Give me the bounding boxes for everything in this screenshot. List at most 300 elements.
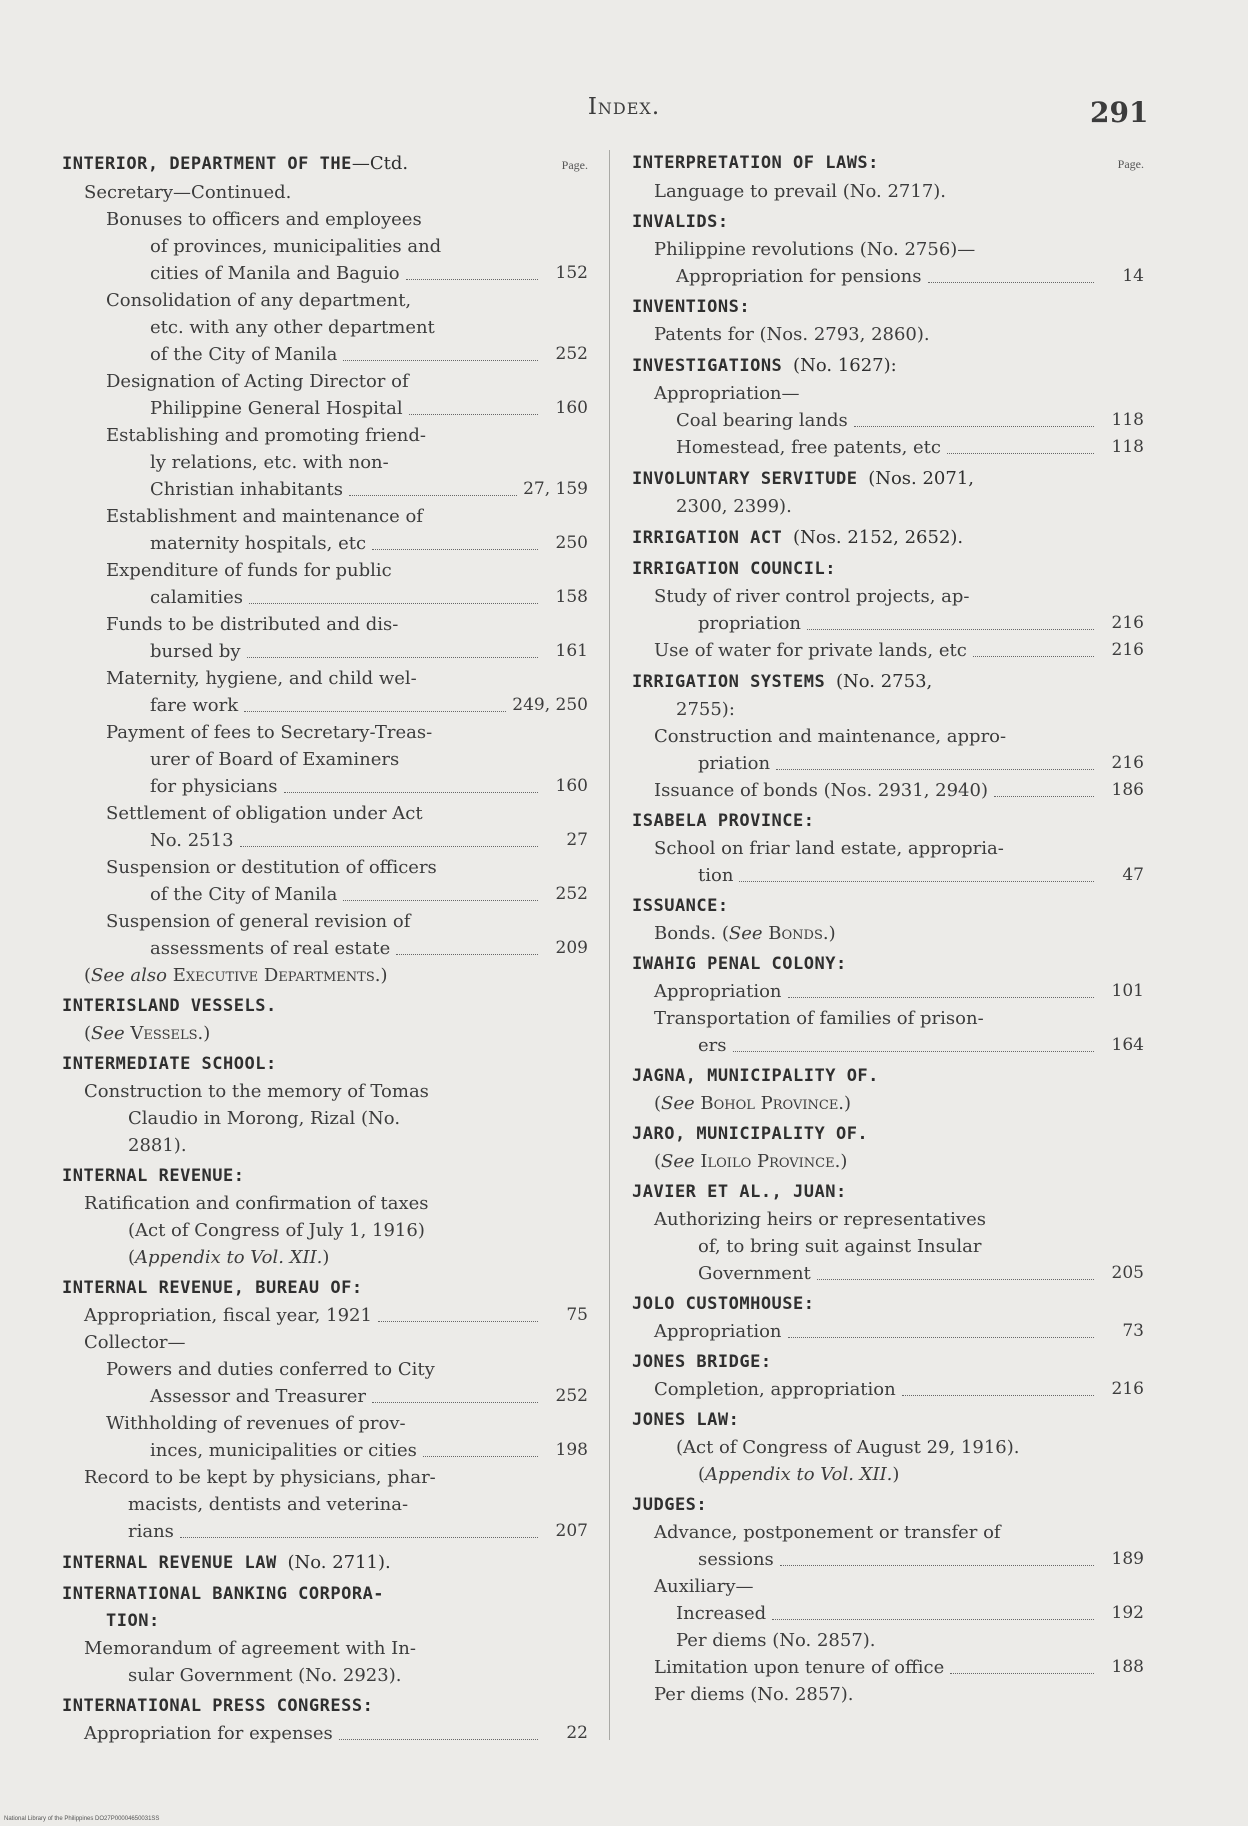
index-line [62, 314, 588, 341]
heading-text: IWAHIG PENAL COLONY: [632, 954, 847, 974]
heading-text: ISABELA PROVINCE: [632, 811, 815, 831]
heading-text: INTERMEDIATE SCHOOL: [62, 1054, 277, 1074]
cross-reference-target: Iloilo Province. [700, 1151, 841, 1172]
index-line: (Appendix to Vol. XII.) [128, 1247, 330, 1268]
index-line [632, 493, 1144, 520]
cross-reference-target: Vessels. [130, 1023, 204, 1044]
scan-footer-text: National Library of the Philippines DO27P00004650031SS [4, 1816, 160, 1822]
index-line [62, 746, 588, 773]
index-line [62, 530, 588, 557]
line-text: of the City of Manila [150, 884, 338, 905]
index-line [632, 750, 1144, 777]
index-line [62, 719, 588, 746]
line-text: fare work [150, 695, 239, 716]
entry-heading [632, 951, 1144, 978]
line-text: for physicians [150, 776, 278, 797]
page-reference: 160 [555, 398, 588, 418]
line-text: Issuance of bonds (Nos. 2931, 2940) [654, 780, 988, 801]
index-line [632, 1206, 1144, 1233]
page-reference: 252 [555, 884, 588, 904]
page-column-label: Page. [1117, 157, 1144, 171]
heading-suffix: —Ctd. [351, 153, 409, 174]
cross-reference-target: Executive Departments. [172, 965, 381, 986]
heading-text: JONES LAW: [632, 1410, 740, 1430]
line-text: Ratification and confirmation of taxes [84, 1193, 429, 1214]
index-entry-jagna [632, 1063, 1144, 1117]
index-line [632, 1376, 1144, 1403]
index-line [62, 1302, 588, 1329]
index-line [62, 827, 588, 854]
line-text: calamities [150, 587, 244, 608]
line-text: Patents for (Nos. 2793, 2860). [654, 324, 930, 345]
leader-dots [854, 426, 1094, 427]
line-text: Per diems (No. 2857). [676, 1630, 876, 1651]
leader-dots [423, 1456, 538, 1457]
index-line [62, 1464, 588, 1491]
index-line [62, 935, 588, 962]
entry-heading [632, 1349, 1144, 1376]
appendix-reference: Appendix to Vol. XII. [705, 1464, 893, 1485]
see-reference: Bonds. (See Bonds.) [654, 923, 836, 944]
leader-dots [733, 1051, 1095, 1052]
heading-suffix: (No. 2711). [287, 1552, 391, 1573]
page-reference: 118 [1111, 437, 1144, 457]
index-line [632, 637, 1144, 664]
index-line [62, 179, 588, 206]
page-column-label: Page. [561, 158, 588, 172]
line-text: (Act of Congress of August 29, 1916). [676, 1437, 1020, 1458]
index-line [632, 1573, 1144, 1600]
index-line [62, 476, 588, 503]
index-line [632, 1434, 1144, 1461]
index-line [632, 1546, 1144, 1573]
line-text: assessments of real estate [150, 938, 391, 959]
heading-text: INTERPRETATION OF LAWS: [632, 153, 879, 173]
see-label: See [661, 1093, 695, 1114]
entry-heading [62, 993, 588, 1020]
heading-text: JARO, MUNICIPALITY OF. [632, 1124, 869, 1144]
line-text: ers [698, 1035, 727, 1056]
leader-dots [807, 629, 1094, 630]
leader-dots [780, 1565, 1094, 1566]
leader-dots [947, 453, 1094, 454]
line-text: macists, dentists and veterina- [128, 1494, 409, 1515]
index-line [62, 1662, 588, 1689]
page-reference: 101 [1111, 981, 1144, 1001]
index-line [62, 800, 588, 827]
index-line [62, 395, 588, 422]
leader-dots [244, 711, 506, 712]
subheading-text: Collector— [84, 1332, 186, 1353]
line-text: Christian inhabitants [150, 479, 343, 500]
heading-text: INVENTIONS: [632, 297, 751, 317]
line-text: of the City of Manila [150, 344, 338, 365]
page-reference: 205 [1111, 1263, 1144, 1283]
line-text: Assessor and Treasurer [150, 1386, 367, 1407]
line-text: (Act of Congress of July 1, 1916) [128, 1220, 425, 1241]
page-reference: 198 [555, 1440, 588, 1460]
heading-text: INVESTIGATIONS [632, 356, 783, 376]
leader-dots [396, 954, 538, 955]
see-label: See [728, 923, 763, 944]
line-text: maternity hospitals, etc [150, 533, 367, 554]
index-line [632, 1318, 1144, 1345]
line-text: Use of water for private lands, etc [654, 640, 967, 661]
leader-dots [349, 495, 517, 496]
entry-heading [632, 209, 1144, 236]
entry-heading [632, 294, 1144, 321]
entry-heading [62, 1163, 588, 1190]
entry-heading [62, 1051, 588, 1078]
heading-text: JAVIER ET AL., JUAN: [632, 1182, 847, 1202]
subheading-text: Auxiliary— [654, 1576, 754, 1597]
index-entry-interpretation-of-laws [632, 150, 1144, 205]
line-text: cities of Manila and Baguio [150, 263, 400, 284]
page-reference: 249, 250 [512, 695, 588, 715]
index-line [632, 178, 1144, 205]
page-reference: 152 [555, 263, 588, 283]
entry-heading [632, 1291, 1144, 1318]
heading-text: INTERNAL REVENUE: [62, 1166, 245, 1186]
line-text: etc. with any other department [150, 317, 435, 338]
index-line [62, 1329, 588, 1356]
index-line [62, 611, 588, 638]
index-entry-investigations [632, 352, 1144, 461]
heading-text: JUDGES: [632, 1495, 708, 1515]
see-reference: (See Iloilo Province.) [654, 1151, 848, 1172]
line-text: Coal bearing lands [676, 410, 848, 431]
page-reference: 27 [566, 830, 588, 850]
index-line [62, 1410, 588, 1437]
page-reference: 164 [1111, 1035, 1144, 1055]
line-text: Authorizing heirs or representatives [654, 1209, 986, 1230]
line-text: Increased [676, 1603, 767, 1624]
line-text: Memorandum of agreement with In- [84, 1638, 416, 1659]
entry-heading [632, 808, 1144, 835]
entry-heading-continued [62, 1608, 588, 1635]
page-reference: 216 [1111, 640, 1144, 660]
leader-dots [343, 360, 538, 361]
leader-dots [249, 603, 538, 604]
index-line [62, 368, 588, 395]
page-reference: 252 [555, 344, 588, 364]
line-text: Designation of Acting Director of [106, 371, 409, 392]
appendix-reference: Appendix to Vol. XII. [135, 1247, 323, 1268]
leader-dots [284, 792, 538, 793]
line-text: sular Government (No. 2923). [128, 1665, 402, 1686]
index-line [62, 1190, 588, 1217]
index-entry-invalids [632, 209, 1144, 290]
line-text: Bonuses to officers and employees [106, 209, 422, 230]
index-line [62, 1720, 588, 1747]
index-entry-irrigation-systems [632, 668, 1144, 804]
index-line [62, 449, 588, 476]
line-text: No. 2513 [150, 830, 234, 851]
line-text: Appropriation, fiscal year, 1921 [84, 1305, 372, 1326]
line-text: Withholding of revenues of prov- [106, 1413, 406, 1434]
line-text: Maternity, hygiene, and child wel- [106, 668, 417, 689]
line-text: Record to be kept by physicians, phar- [84, 1467, 436, 1488]
page-reference: 189 [1111, 1549, 1144, 1569]
index-line [632, 610, 1144, 637]
line-text: 2755): [676, 699, 735, 720]
index-line [632, 1260, 1144, 1287]
leader-dots [928, 282, 1095, 283]
index-line [632, 777, 1144, 804]
index-entry-internal-revenue-bureau [62, 1275, 588, 1545]
index-line [632, 263, 1144, 290]
line-text: sessions [698, 1549, 774, 1570]
leader-dots [180, 1537, 538, 1538]
left-column [62, 150, 588, 1751]
index-entry-javier [632, 1179, 1144, 1287]
page-reference: 47 [1122, 865, 1144, 885]
index-line [62, 1217, 588, 1244]
index-line [62, 1383, 588, 1410]
line-text: Appropriation for pensions [676, 266, 922, 287]
entry-heading [632, 1407, 1144, 1434]
entry-heading [632, 893, 1144, 920]
line-text: Funds to be distributed and dis- [106, 614, 399, 635]
line-text: Powers and duties conferred to City [106, 1359, 435, 1380]
line-text: Completion, appropriation [654, 1379, 896, 1400]
see-also-reference: (See also Executive Departments.) [84, 965, 388, 986]
entry-heading [62, 1275, 588, 1302]
line-text: Claudio in Morong, Rizal (No. [128, 1108, 401, 1129]
index-line [62, 341, 588, 368]
line-text: propriation [698, 613, 801, 634]
entry-heading [632, 150, 1144, 178]
line-text: inces, municipalities or cities [150, 1440, 417, 1461]
page-reference: 22 [566, 1723, 588, 1743]
cross-reference-target: Bohol Province. [700, 1093, 845, 1114]
line-text: Philippine General Hospital [150, 398, 403, 419]
index-line [632, 1654, 1144, 1681]
line-text: Suspension of general revision of [106, 911, 411, 932]
index-entry-jones-bridge [632, 1349, 1144, 1403]
index-line [632, 1233, 1144, 1260]
index-line [62, 1078, 588, 1105]
leader-dots [339, 1739, 538, 1740]
index-line [62, 665, 588, 692]
index-line [632, 1600, 1144, 1627]
line-text: Per diems (No. 2857). [654, 1684, 854, 1705]
leader-dots [372, 549, 538, 550]
see-label: See [661, 1151, 695, 1172]
index-line [632, 978, 1144, 1005]
line-text: School on friar land estate, appropria- [654, 838, 1004, 859]
heading-text: IRRIGATION COUNCIL: [632, 559, 836, 579]
leader-dots [776, 769, 1094, 770]
line-text: urer of Board of Examiners [150, 749, 400, 770]
running-title: Index. [587, 94, 661, 120]
heading-text: INTERNATIONAL PRESS CONGRESS: [62, 1696, 374, 1716]
line-text: Study of river control projects, ap- [654, 586, 970, 607]
see-label: See [91, 1023, 125, 1044]
index-line [632, 1005, 1144, 1032]
entry-heading [632, 1179, 1144, 1206]
line-text: Establishment and maintenance of [106, 506, 423, 527]
heading-text: INTERNAL REVENUE LAW [62, 1553, 277, 1573]
index-entry-international-press-congress [62, 1693, 588, 1747]
line-text: Philippine revolutions (No. 2756)— [654, 239, 976, 260]
line-text: 2300, 2399). [676, 496, 792, 517]
index-line [62, 692, 588, 719]
line-text: Settlement of obligation under Act [106, 803, 423, 824]
page-reference: 186 [1111, 780, 1144, 800]
entry-heading [62, 1549, 588, 1577]
index-entry-inventions [632, 294, 1144, 348]
index-entry-judges [632, 1492, 1144, 1708]
leader-dots [973, 656, 1094, 657]
page-reference: 207 [555, 1521, 588, 1541]
entry-heading [632, 556, 1144, 583]
line-text: Construction to the memory of Tomas [84, 1081, 429, 1102]
index-line [632, 1681, 1144, 1708]
heading-text: INVALIDS: [632, 212, 729, 232]
index-entry-interior-department [62, 150, 588, 989]
index-entry-internal-revenue-law [62, 1549, 588, 1577]
index-line [62, 287, 588, 314]
index-line [632, 434, 1144, 461]
line-text: Limitation upon tenure of office [654, 1657, 945, 1678]
leader-dots [772, 1619, 1094, 1620]
index-line [62, 1491, 588, 1518]
index-line [62, 422, 588, 449]
index-line [62, 1518, 588, 1545]
index-entry-issuance [632, 893, 1144, 947]
index-line [632, 1519, 1144, 1546]
index-line [62, 854, 588, 881]
index-line [632, 835, 1144, 862]
index-entry-jolo-customhouse [632, 1291, 1144, 1345]
leader-dots [817, 1279, 1094, 1280]
index-line [632, 1627, 1144, 1654]
index-line [632, 236, 1144, 263]
line-text: Consolidation of any department, [106, 290, 412, 311]
index-entry-jones-law [632, 1407, 1144, 1488]
line-text: ly relations, etc. with non- [150, 452, 389, 473]
heading-suffix: (Nos. 2152, 2652). [793, 527, 964, 548]
leader-dots [343, 900, 538, 901]
heading-text: IRRIGATION SYSTEMS [632, 672, 826, 692]
index-line [632, 696, 1144, 723]
page-reference: 209 [555, 938, 588, 958]
line-text: rians [128, 1521, 174, 1542]
see-reference: (See Vessels.) [84, 1023, 211, 1044]
page-reference: 73 [1122, 1321, 1144, 1341]
index-entry-internal-revenue [62, 1163, 588, 1271]
page-reference: 216 [1111, 1379, 1144, 1399]
index-entry-interisland-vessels [62, 993, 588, 1047]
index-line [62, 1356, 588, 1383]
entry-heading [62, 1693, 588, 1720]
leader-dots [406, 279, 538, 280]
index-entry-intermediate-school [62, 1051, 588, 1159]
index-line [62, 206, 588, 233]
line-text: 2881). [128, 1135, 187, 1156]
line-text: priation [698, 753, 771, 774]
leader-dots [372, 1402, 538, 1403]
entry-heading [632, 352, 1144, 380]
page-reference: 192 [1111, 1603, 1144, 1623]
heading-text: INTERIOR, DEPARTMENT OF THE [62, 154, 352, 174]
heading-text: INTERNAL REVENUE, BUREAU OF: [62, 1278, 363, 1298]
leader-dots [902, 1395, 1094, 1396]
index-line [62, 503, 588, 530]
line-text: Suspension or destitution of officers [106, 857, 437, 878]
leader-dots [247, 657, 538, 658]
heading-text: IRRIGATION ACT [632, 528, 783, 548]
line-text: Appropriation for expenses [84, 1723, 333, 1744]
index-line [62, 1105, 588, 1132]
index-entry-isabela-province [632, 808, 1144, 889]
page-reference: 188 [1111, 1657, 1144, 1677]
subheading-text: Secretary—Continued. [84, 182, 292, 203]
heading-suffix: (Nos. 2071, [868, 468, 975, 489]
entry-heading [632, 1121, 1144, 1148]
leader-dots [994, 796, 1094, 797]
line-text: Transportation of families of prison- [654, 1008, 984, 1029]
leader-dots [950, 1673, 1094, 1674]
index-line [62, 638, 588, 665]
heading-suffix: (No. 1627): [793, 355, 897, 376]
entry-heading [632, 668, 1144, 696]
index-line [62, 1437, 588, 1464]
index-line [632, 321, 1144, 348]
index-line [62, 1635, 588, 1662]
heading-text: ISSUANCE: [632, 896, 729, 916]
heading-text: INTERNATIONAL BANKING CORPORA- [62, 1584, 385, 1604]
index-line [62, 881, 588, 908]
line-text: Bonds. [654, 923, 717, 944]
index-line [62, 557, 588, 584]
line-text: Advance, postponement or transfer of [654, 1522, 1001, 1543]
entry-heading [62, 1581, 588, 1608]
line-text: bursed by [150, 641, 241, 662]
index-line [632, 380, 1144, 407]
index-line [632, 1032, 1144, 1059]
page-reference: 252 [555, 1386, 588, 1406]
index-line: (Appendix to Vol. XII.) [698, 1464, 900, 1485]
heading-text: INTERISLAND VESSELS. [62, 996, 277, 1016]
index-line [62, 584, 588, 611]
leader-dots [378, 1321, 538, 1322]
entry-heading [62, 150, 588, 179]
index-line [62, 908, 588, 935]
page-reference: 161 [555, 641, 588, 661]
page-reference: 75 [566, 1305, 588, 1325]
index-line [632, 862, 1144, 889]
leader-dots [409, 414, 538, 415]
page-reference: 216 [1111, 753, 1144, 773]
leader-dots [788, 997, 1094, 998]
entry-heading [632, 1492, 1144, 1519]
page-number: 291 [1090, 96, 1149, 129]
index-line [62, 1132, 588, 1159]
line-text: Appropriation [654, 981, 782, 1002]
page-reference: 216 [1111, 613, 1144, 633]
line-text: Expenditure of funds for public [106, 560, 392, 581]
leader-dots [739, 881, 1094, 882]
see-reference: (See Bohol Province.) [654, 1093, 852, 1114]
leader-dots [240, 846, 538, 847]
page-reference: 158 [555, 587, 588, 607]
index-entry-irrigation-council [632, 556, 1144, 664]
entry-heading [632, 1063, 1144, 1090]
line-text: tion [698, 865, 734, 886]
index-entry-jaro [632, 1121, 1144, 1175]
